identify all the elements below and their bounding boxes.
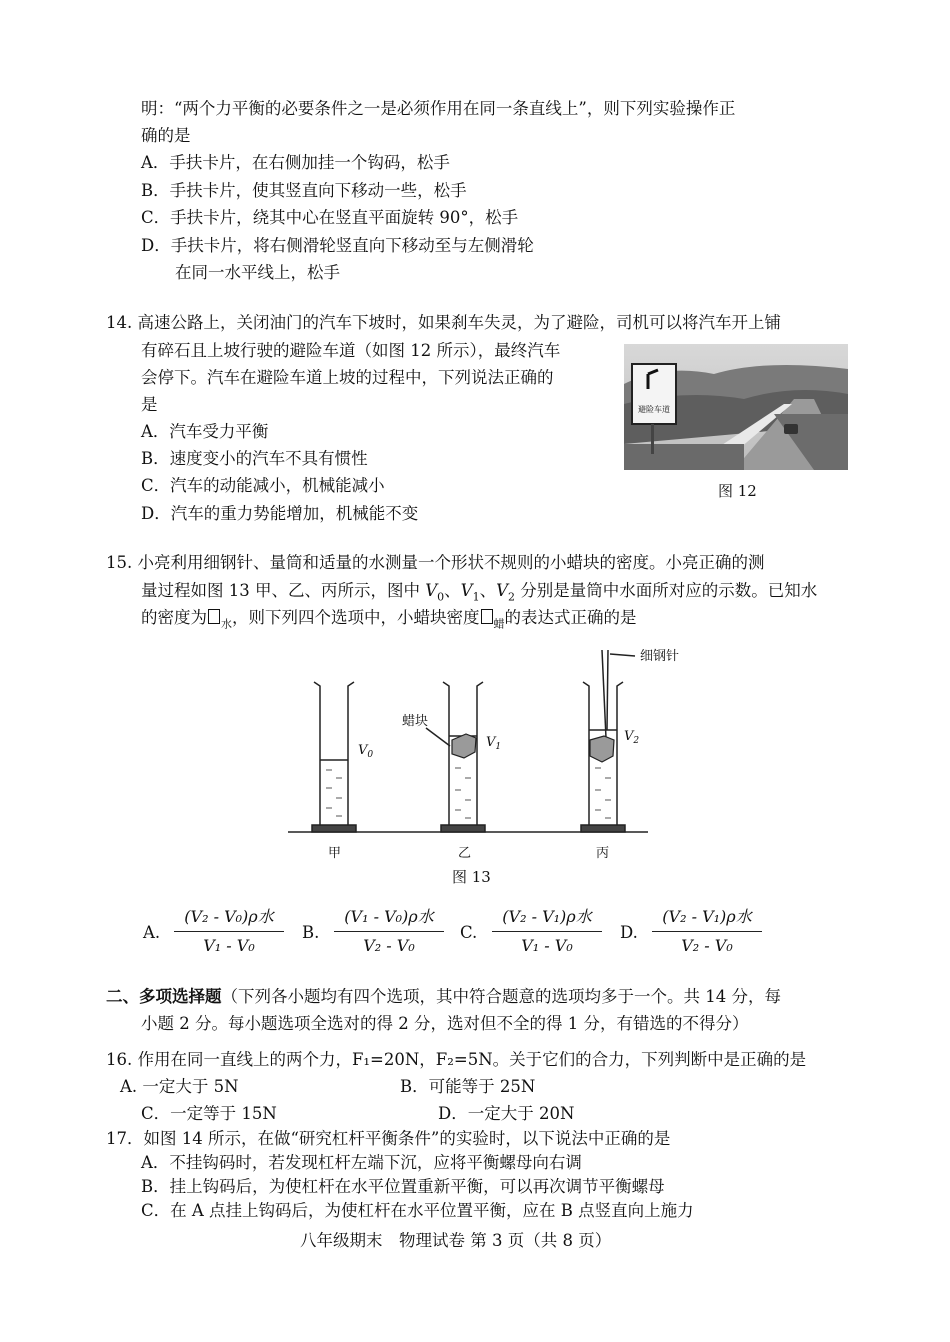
q15-line1: 15. 小亮利用细钢针、量筒和适量的水测量一个形状不规则的小蜡块的密度。小亮正确的测 [106,553,765,572]
label-yi: 乙 [458,846,472,861]
wax-label: 蜡块 [402,714,429,729]
escape-lane-photo [624,344,848,470]
section2-heading: 二、多项选择题（下列各小题均有四个选项，其中符合题意的选项均多于一个。共 14 分，每 [106,987,781,1006]
q16-option-c: C．一定等于 15N [141,1104,277,1123]
q17-option-b: B．挂上钩码后，为使杠杆在水平位置重新平衡，可以再次调节平衡螺母 [141,1177,665,1196]
section2-line2: 小题 2 分。每小题选项全选对的得 2 分，选对但不全的得 1 分，有错选的不得分） [141,1014,749,1033]
figure-12-caption: 图 12 [718,482,757,500]
q16-option-d: D．一定大于 20N [438,1104,575,1123]
section2-title: 二、多项选择题 [106,987,222,1006]
q15-option-b-label: B. [302,923,320,942]
q15-option-a-label: A. [143,923,161,942]
q15-option-c-formula: (V₂ - V₁)ρ水 V₁ - V₀ [492,906,602,957]
v2-label: $V_2$ [624,729,640,746]
q14-line3: 会停下。汽车在避险车道上坡的过程中，下列说法正确的 [141,368,554,387]
q13-option-b: B．手扶卡片，使其竖直向下移动一些，松手 [141,181,467,200]
q17-option-c: C．在 A 点挂上钩码后，为使杠杆在水平位置平衡，应在 B 点竖直向上施力 [141,1201,694,1220]
sign-text: 避险车道 [638,405,670,414]
label-bing: 丙 [596,846,610,861]
rho-box [481,609,493,624]
q14-option-b: B．速度变小的汽车不具有惯性 [141,449,368,468]
q15-line3: 的密度为 $_水$，则下列四个选项中，小蜡块密度 $_蜡$的表达式正确的是 [141,608,637,631]
q14-line2: 有碎石且上坡行驶的避险车道（如图 12 所示），最终汽车 [141,341,561,360]
q13-option-d: D．手扶卡片，将右侧滑轮竖直向下移动至与左侧滑轮 [141,236,534,255]
q14-option-a: A．汽车受力平衡 [141,422,269,441]
q14-option-d: D．汽车的重力势能增加，机械能不变 [141,504,419,523]
q15-option-d-label: D. [620,923,638,942]
q17-line1: 17．如图 14 所示，在做“研究杠杆平衡条件”的实验时，以下说法中正确的是 [106,1129,671,1148]
v0-label: $V_0$ [358,743,374,760]
q14-option-c: C．汽车的动能减小，机械能减小 [141,476,385,495]
figure-13-caption: 图 13 [452,868,491,886]
q15-line2: 量过程如图 13 甲、乙、丙所示，图中 $V_0$、$V_1$、$V_2$ 分别是量筒中水面所对应的示数。已知水 [141,581,818,604]
q15-option-c-label: C. [460,923,478,942]
label-jia: 甲 [328,846,342,861]
q15-option-d-formula: (V₂ - V₁)ρ水 V₂ - V₀ [652,906,762,957]
q13-line2: 确的是 [141,126,191,145]
q15-option-a-formula: (V₂ - V₀)ρ水 V₁ - V₀ [174,906,284,957]
v1-label: $V_1$ [486,735,502,752]
q16-option-b: B．可能等于 25N [400,1077,536,1096]
needle-label: 细钢针 [640,649,680,664]
page-footer: 八年级期末 物理试卷 第 3 页（共 8 页） [300,1231,612,1250]
q13-option-a: A．手扶卡片，在右侧加挂一个钩码，松手 [141,153,450,172]
figure-13-cylinders [280,640,680,874]
q13-line1: 明：“两个力平衡的必要条件之一是必须作用在同一条直线上”，则下列实验操作正 [141,99,736,118]
q14-line1: 14. 高速公路上，关闭油门的汽车下坡时，如果刹车失灵，为了避险，司机可以将汽车开上铺 [106,313,781,332]
q14-line4: 是 [141,395,158,414]
q17-option-a: A．不挂钩码时，若发现杠杆左端下沉，应将平衡螺母向右调 [141,1153,582,1172]
q15-option-b-formula: (V₁ - V₀)ρ水 V₂ - V₀ [334,906,444,957]
q16-line1: 16. 作用在同一直线上的两个力，F₁=20N，F₂=5N。关于它们的合力，下列判断中是正确的是 [106,1050,807,1069]
q13-option-c: C．手扶卡片，绕其中心在竖直平面旋转 90°，松手 [141,208,519,227]
q13-option-d-cont: 在同一水平线上，松手 [175,263,340,282]
q16-option-a: A. 一定大于 5N [120,1077,239,1096]
rho-box [208,609,220,624]
